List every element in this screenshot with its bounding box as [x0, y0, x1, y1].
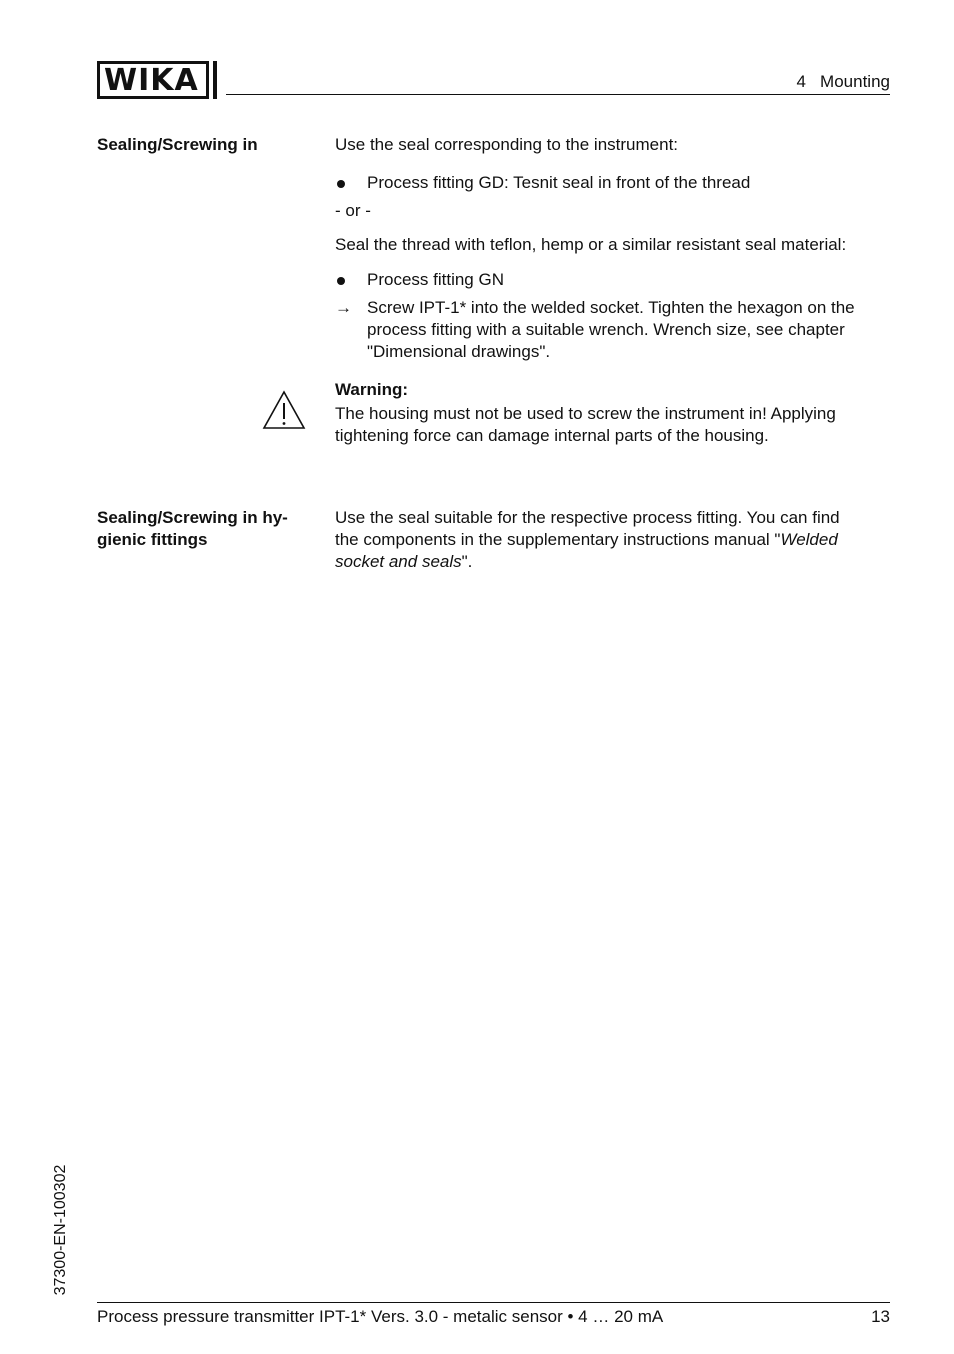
- manual-title-part: Welded: [780, 530, 838, 549]
- intro-text: Use the seal corresponding to the instrument:: [335, 135, 679, 154]
- or-separator: - or -: [335, 201, 371, 220]
- logo-text: WIKA: [104, 63, 199, 98]
- line-text: ".: [461, 552, 473, 571]
- step-item: [335, 297, 895, 363]
- paragraph-line: [335, 551, 895, 573]
- warning-line: tightening force can damage internal parts of the housing.: [335, 426, 769, 445]
- arrow-right-icon: →: [335, 298, 352, 317]
- warning-title: Warning:: [335, 380, 409, 399]
- page-number: 13: [871, 1307, 890, 1326]
- bullet-dot-icon: [335, 269, 359, 291]
- line-text: the components in the supplementary instructions manual ": [335, 530, 781, 549]
- wika-logo: [97, 61, 209, 99]
- warning-text: [335, 403, 895, 447]
- section-label-sealing: Sealing/Screwing in: [97, 135, 258, 154]
- step-line: "Dimensional drawings".: [367, 342, 551, 361]
- bullet-text: Process fitting GD: Tesnit seal in front of the thread: [367, 173, 751, 192]
- paragraph-seal-thread: Seal the thread with teflon, hemp or a similar resistant seal material:: [335, 235, 847, 254]
- document-code: [50, 1156, 72, 1304]
- label-line: gienic fittings: [97, 530, 208, 549]
- document-code-text: 37300-EN-100302: [52, 1164, 69, 1296]
- footer-title: Process pressure transmitter IPT-1* Vers. 3.0 - metalic sensor • 4 … 20 mA: [97, 1307, 664, 1326]
- manual-title-part: socket and seals: [335, 552, 462, 571]
- warning-triangle-icon: [262, 390, 306, 430]
- section-label-hygienic: [97, 507, 312, 551]
- step-line: Screw IPT-1* into the welded socket. Tighten the hexagon on the: [367, 298, 855, 317]
- step-line: process fitting with a suitable wrench. Wrench size, see chapter: [367, 320, 845, 339]
- chapter-heading: 4 Mounting: [796, 72, 890, 91]
- footer-rule: [97, 1302, 890, 1303]
- paragraph-line: Use the seal suitable for the respective process fitting. You can find: [335, 508, 840, 527]
- paragraph-line: [335, 529, 895, 551]
- logo-bar: [213, 61, 217, 99]
- step-text: [367, 297, 895, 363]
- header-rule: [226, 94, 890, 95]
- warning-line: The housing must not be used to screw the instrument in! Applying: [335, 404, 836, 423]
- bullet-dot-icon: [335, 172, 359, 194]
- hygienic-paragraph: [335, 507, 895, 573]
- label-line: Sealing/Screwing in hy-: [97, 508, 288, 527]
- bullet-text: Process fitting GN: [367, 270, 504, 289]
